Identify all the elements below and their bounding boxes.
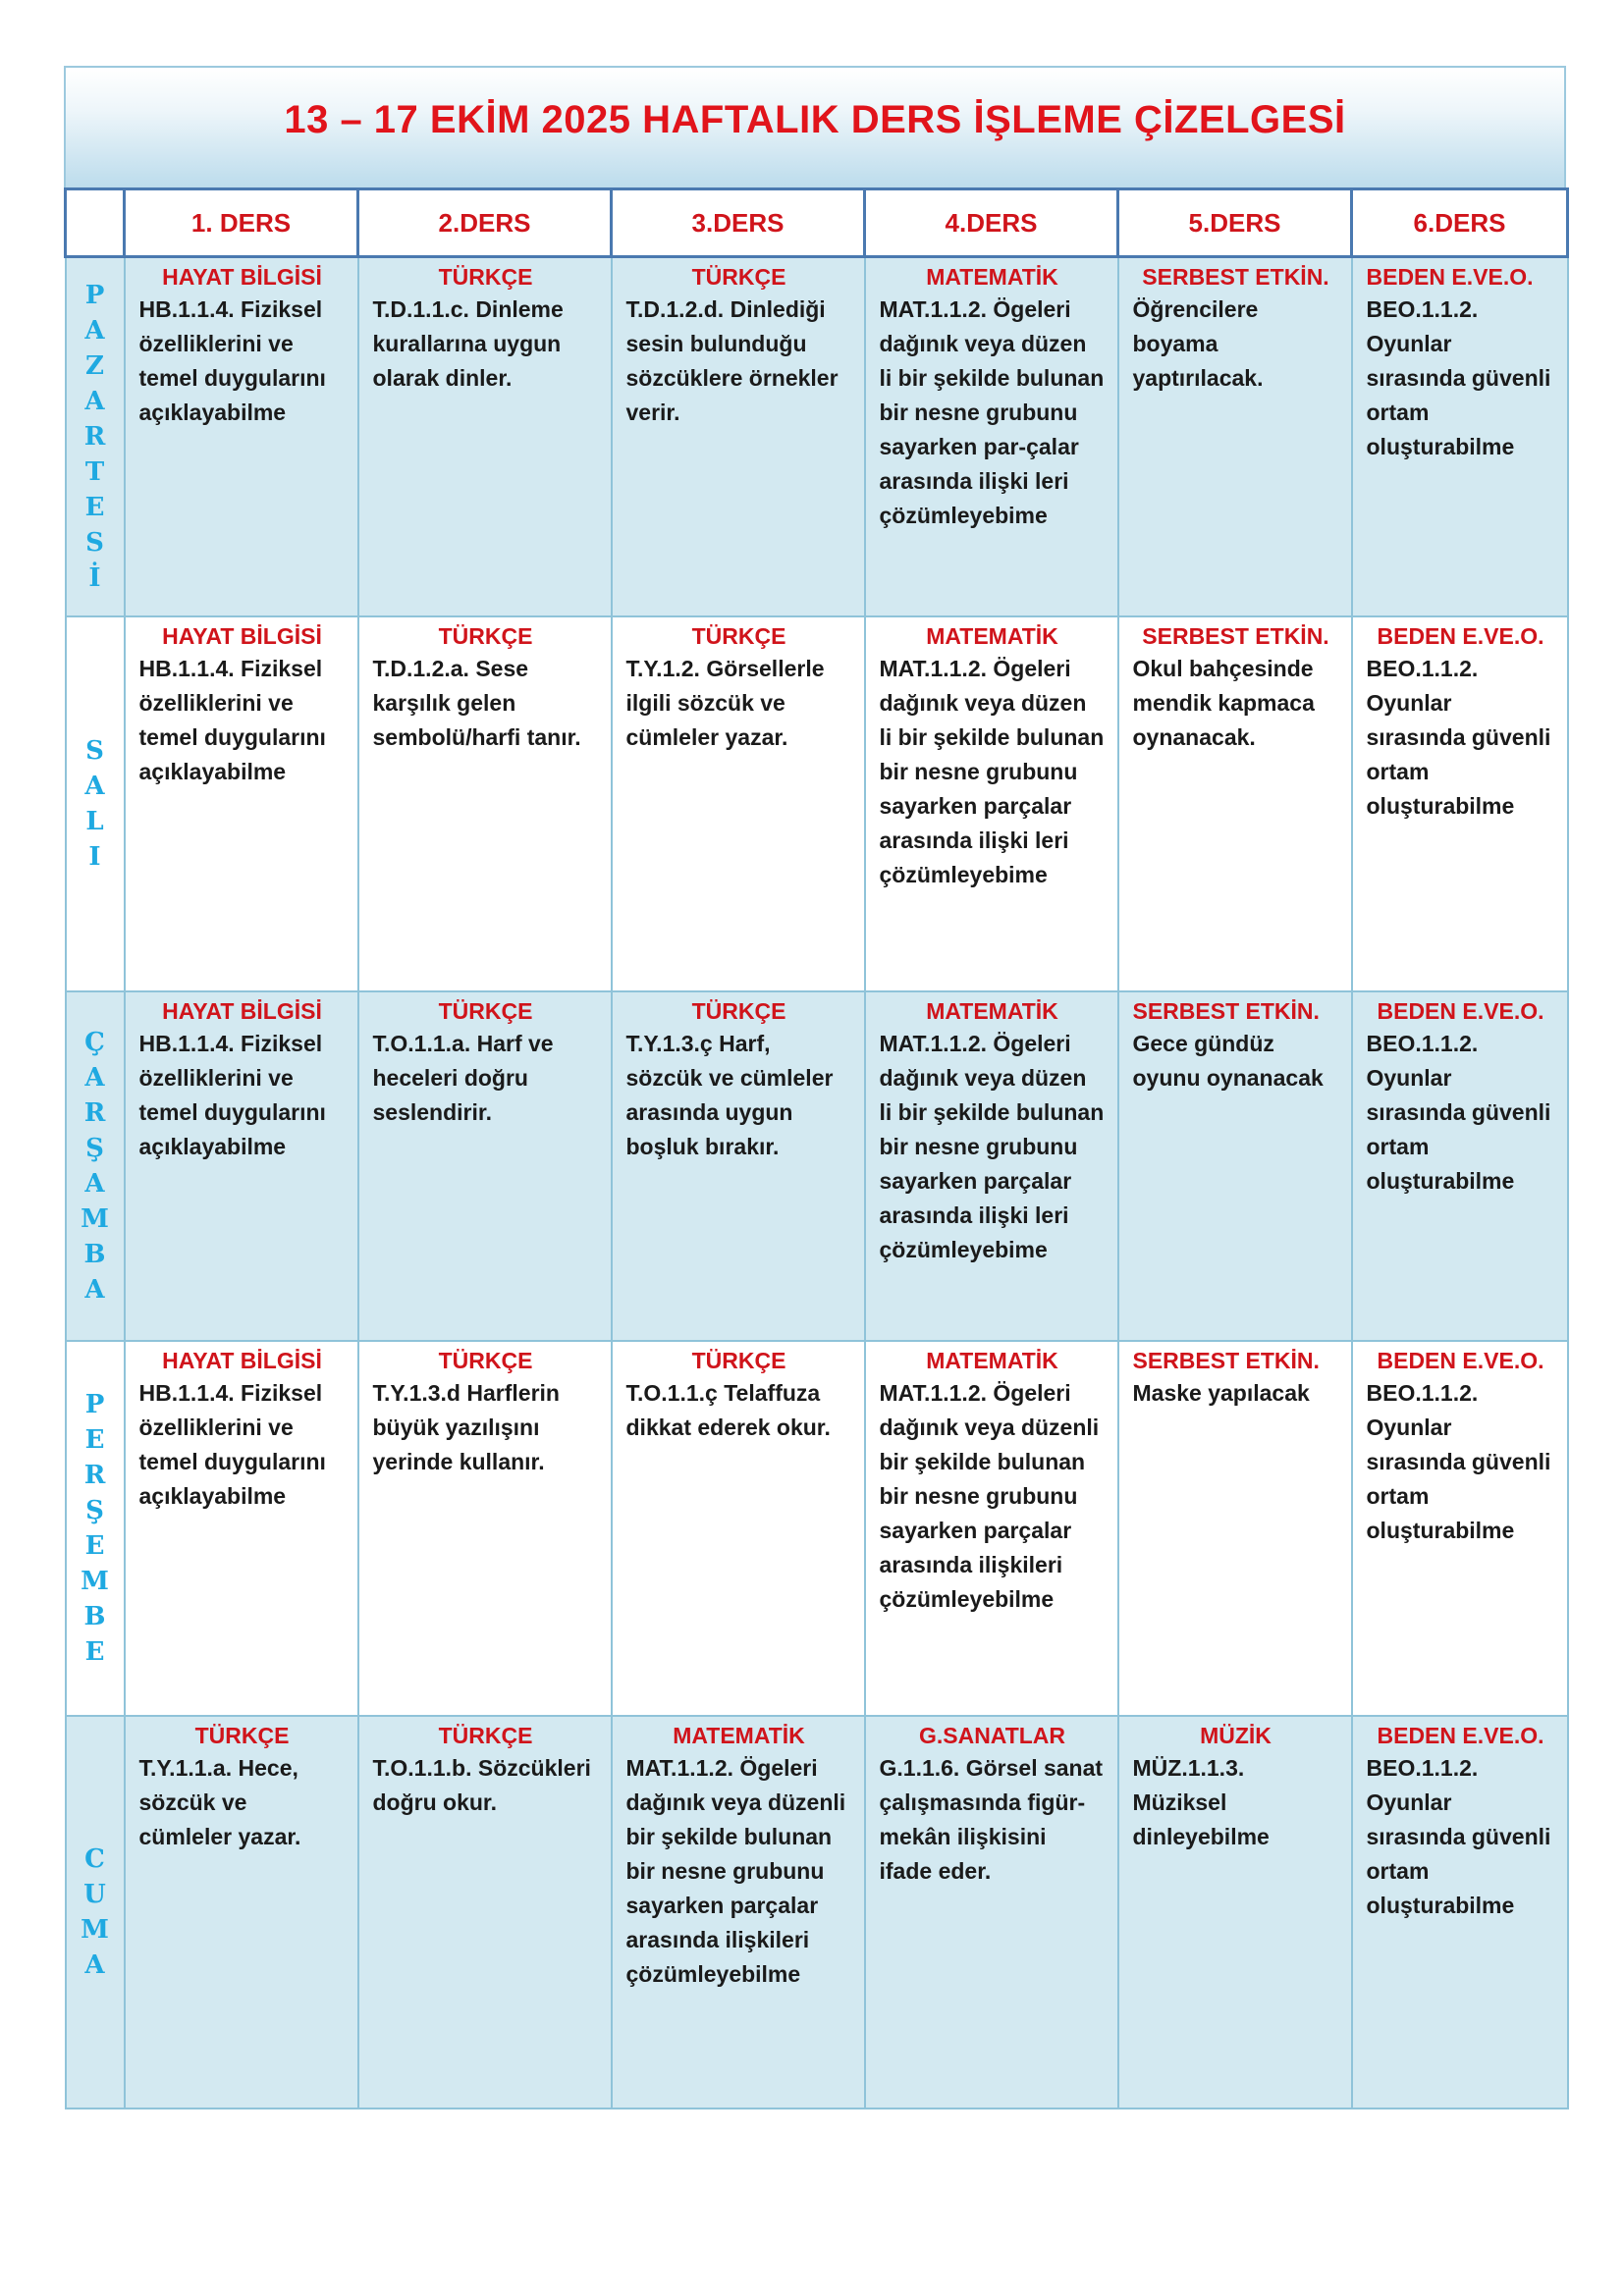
schedule-sheet (64, 66, 1566, 2109)
day-letter: A (84, 387, 105, 416)
lesson-subject: TÜRKÇE (691, 623, 786, 649)
day-letter: C (84, 1844, 105, 1874)
lesson-cell (612, 616, 865, 991)
lesson-cell (125, 1341, 358, 1716)
lesson-cell (358, 1716, 612, 2109)
lesson-subject: MATEMATİK (926, 1348, 1058, 1373)
lesson-cell (358, 1341, 612, 1716)
lesson-subject: BEDEN E.VE.O. (1366, 264, 1534, 290)
day-letter: R (83, 1461, 106, 1490)
lesson-subject: MÜZİK (1200, 1723, 1272, 1748)
day-letter: M (81, 1204, 109, 1234)
lesson-subject: TÜRKÇE (691, 264, 786, 290)
lesson-cell (1118, 257, 1352, 617)
day-letter: T (84, 457, 105, 487)
lesson-subject: TÜRKÇE (438, 1723, 533, 1748)
lesson-subject: BEDEN E.VE.O. (1377, 623, 1544, 649)
day-letter: Ş (85, 1496, 104, 1525)
lesson-subject: G.SANATLAR (918, 1723, 1066, 1748)
lesson-objective: BEO.1.1.2. Oyunlar sırasında güvenli ortam oluşturabilme (1366, 1031, 1551, 1194)
day-name (67, 992, 124, 1340)
lesson-cell (1352, 616, 1568, 991)
lesson-objective: BEO.1.1.2. Oyunlar sırasında güvenli ortam oluşturabilme (1366, 656, 1551, 819)
column-header: 6.DERS (1352, 189, 1568, 257)
day-letter: I (88, 842, 101, 872)
column-header: 2.DERS (358, 189, 612, 257)
lesson-subject: HAYAT BİLGİSİ (162, 623, 322, 649)
lesson-cell (1352, 1716, 1568, 2109)
day-letter: A (84, 1275, 105, 1305)
day-label-cell (66, 257, 125, 617)
lesson-subject: TÜRKÇE (691, 998, 786, 1024)
lesson-objective: T.Y.1.2. Görsellerle ilgili sözcük ve cümleler yazar. (625, 656, 825, 750)
lesson-cell (125, 991, 358, 1341)
day-letter: A (84, 1169, 105, 1199)
day-letter: E (84, 1531, 105, 1561)
day-letter: B (83, 1240, 106, 1269)
day-letter: P (84, 281, 105, 310)
title-banner (64, 66, 1566, 187)
lesson-cell (125, 616, 358, 991)
lesson-objective: MAT.1.1.2. Ögeleri dağınık veya düzen li bir şekilde bulunan bir nesne grubunu sayarken parçalar arasında ilişki leri çözümleyebime (879, 1031, 1105, 1262)
lesson-cell (1118, 616, 1352, 991)
lesson-subject: TÜRKÇE (438, 264, 533, 290)
column-header: 4.DERS (865, 189, 1118, 257)
lesson-cell (358, 257, 612, 617)
day-letter: S (85, 736, 104, 766)
lesson-objective: T.Y.1.3.ç Harf, sözcük ve cümleler arasında uygun boşluk bırakır. (625, 1031, 834, 1159)
lesson-cell (1118, 991, 1352, 1341)
lesson-cell (358, 616, 612, 991)
lesson-cell (612, 991, 865, 1341)
column-header: 1. DERS (125, 189, 358, 257)
day-letter: B (83, 1602, 106, 1631)
lesson-subject: TÜRKÇE (194, 1723, 290, 1748)
lesson-subject: HAYAT BİLGİSİ (162, 998, 322, 1024)
lesson-subject: BEDEN E.VE.O. (1377, 1723, 1544, 1748)
lesson-objective: MÜZ.1.1.3. Müziksel dinleyebilme (1132, 1755, 1270, 1849)
lesson-objective: Gece gündüz oyunu oynanacak (1132, 1031, 1324, 1091)
lesson-cell (1352, 1341, 1568, 1716)
day-letter: R (83, 1098, 106, 1128)
day-label-cell (66, 991, 125, 1341)
lesson-cell (1352, 257, 1568, 617)
lesson-objective: HB.1.1.4. Fiziksel özelliklerini ve temel duygularını açıklayabilme (138, 296, 326, 425)
lesson-objective: HB.1.1.4. Fiziksel özelliklerini ve temel duygularını açıklayabilme (138, 1380, 326, 1509)
lesson-cell (1352, 991, 1568, 1341)
day-letter: E (84, 493, 105, 522)
lesson-subject: TÜRKÇE (438, 623, 533, 649)
day-label-cell (66, 1341, 125, 1716)
day-letter: A (84, 1063, 105, 1093)
lesson-objective: T.Y.1.3.d Harflerin büyük yazılışını yerinde kullanır. (372, 1380, 560, 1474)
lesson-subject: SERBEST ETKİN. (1142, 623, 1329, 649)
day-label-cell (66, 1716, 125, 2109)
day-letter: R (83, 422, 106, 452)
day-letter: A (84, 316, 105, 346)
day-letter: P (84, 1390, 105, 1419)
lesson-cell (612, 1716, 865, 2109)
lesson-objective: T.Y.1.1.a. Hece, sözcük ve cümleler yazar. (138, 1755, 301, 1849)
day-letter: L (85, 807, 104, 836)
page-title: 13 – 17 EKİM 2025 HAFTALIK DERS İŞLEME ÇİZELGESİ (284, 97, 1346, 141)
lesson-objective: MAT.1.1.2. Ögeleri dağınık veya düzenli bir şekilde bulunan bir nesne grubunu sayarken parçalar arasında ilişkileri çözümleyebilme (879, 1380, 1100, 1612)
lesson-objective: T.O.1.1.a. Harf ve heceleri doğru seslendirir. (372, 1031, 554, 1125)
lesson-cell (358, 991, 612, 1341)
lesson-subject: TÜRKÇE (438, 1348, 533, 1373)
corner-cell (66, 189, 125, 257)
column-header: 5.DERS (1118, 189, 1352, 257)
lesson-cell (1118, 1341, 1352, 1716)
day-name (67, 1717, 124, 2108)
lesson-objective: T.O.1.1.ç Telaffuza dikkat ederek okur. (625, 1380, 831, 1440)
day-letter: A (84, 1950, 105, 1980)
lesson-cell (1118, 1716, 1352, 2109)
lesson-objective: T.D.1.2.d. Dinlediği sesin bulunduğu sözcüklere örnekler verir. (625, 296, 839, 425)
lesson-subject: HAYAT BİLGİSİ (162, 1348, 322, 1373)
lesson-objective: HB.1.1.4. Fiziksel özelliklerini ve temel duygularını açıklayabilme (138, 1031, 326, 1159)
day-letter: E (84, 1425, 105, 1455)
lesson-subject: SERBEST ETKİN. (1132, 998, 1320, 1024)
day-row (66, 991, 1568, 1341)
lesson-objective: G.1.1.6. Görsel sanat çalışmasında figür-mekân ilişkisini ifade eder. (879, 1755, 1104, 1884)
lesson-objective: BEO.1.1.2. Oyunlar sırasında güvenli ortam oluşturabilme (1366, 1755, 1551, 1918)
lesson-objective: Öğrencilere boyama yaptırılacak. (1132, 296, 1264, 391)
lesson-objective: MAT.1.1.2. Ögeleri dağınık veya düzen li bir şekilde bulunan bir nesne grubunu sayarken par-çalar arasında ilişki leri çözümleyebime (879, 296, 1105, 528)
lesson-objective: BEO.1.1.2. Oyunlar sırasında güvenli ortam oluşturabilme (1366, 296, 1551, 459)
lesson-cell (865, 257, 1118, 617)
lesson-objective: T.D.1.1.c. Dinleme kurallarına uygun olarak dinler. (372, 296, 564, 391)
lesson-cell (125, 257, 358, 617)
schedule-table (64, 187, 1569, 2109)
day-letter: Ç (84, 1028, 105, 1057)
lesson-cell (125, 1716, 358, 2109)
lesson-subject: SERBEST ETKİN. (1142, 264, 1329, 290)
day-letter: Z (85, 351, 104, 381)
column-header: 3.DERS (612, 189, 865, 257)
day-row (66, 1716, 1568, 2109)
lesson-objective: Okul bahçesinde mendik kapmaca oynanacak. (1132, 656, 1315, 750)
lesson-subject: BEDEN E.VE.O. (1377, 998, 1544, 1024)
lesson-subject: MATEMATİK (673, 1723, 805, 1748)
day-label-cell (66, 616, 125, 991)
lesson-subject: MATEMATİK (926, 623, 1058, 649)
lesson-subject: SERBEST ETKİN. (1132, 1348, 1320, 1373)
day-letter: M (81, 1915, 109, 1945)
day-letter: U (83, 1880, 106, 1909)
lesson-objective: MAT.1.1.2. Ögeleri dağınık veya düzenli bir şekilde bulunan bir nesne grubunu sayarken parçalar arasında ilişkileri çözümleyebilme (625, 1755, 846, 1987)
day-name (67, 258, 124, 615)
day-letter: M (81, 1567, 109, 1596)
day-letter: İ (88, 563, 101, 593)
day-row (66, 257, 1568, 617)
day-letter: A (84, 772, 105, 801)
lesson-objective: T.O.1.1.b. Sözcükleri doğru okur. (372, 1755, 591, 1815)
lesson-subject: HAYAT BİLGİSİ (162, 264, 322, 290)
lesson-objective: Maske yapılacak (1132, 1380, 1310, 1406)
lesson-subject: MATEMATİK (926, 998, 1058, 1024)
day-name (67, 1342, 124, 1715)
lesson-cell (612, 257, 865, 617)
lesson-cell (865, 1716, 1118, 2109)
lesson-subject: MATEMATİK (926, 264, 1058, 290)
lesson-subject: BEDEN E.VE.O. (1377, 1348, 1544, 1373)
lesson-cell (865, 1341, 1118, 1716)
day-letter: E (84, 1637, 105, 1667)
lesson-cell (865, 991, 1118, 1341)
day-letter: S (85, 528, 104, 558)
lesson-objective: HB.1.1.4. Fiziksel özelliklerini ve temel duygularını açıklayabilme (138, 656, 326, 784)
header-row (66, 189, 1568, 257)
lesson-subject: TÜRKÇE (691, 1348, 786, 1373)
day-row (66, 1341, 1568, 1716)
lesson-cell (865, 616, 1118, 991)
lesson-cell (612, 1341, 865, 1716)
lesson-subject: TÜRKÇE (438, 998, 533, 1024)
lesson-objective: BEO.1.1.2. Oyunlar sırasında güvenli ortam oluşturabilme (1366, 1380, 1551, 1543)
day-row (66, 616, 1568, 991)
day-letter: Ş (85, 1134, 104, 1163)
day-name (67, 617, 124, 990)
lesson-objective: T.D.1.2.a. Sese karşılık gelen sembolü/harfi tanır. (372, 656, 581, 750)
lesson-objective: MAT.1.1.2. Ögeleri dağınık veya düzen li bir şekilde bulunan bir nesne grubunu sayarken parçalar arasında ilişki leri çözümleyebime (879, 656, 1105, 887)
